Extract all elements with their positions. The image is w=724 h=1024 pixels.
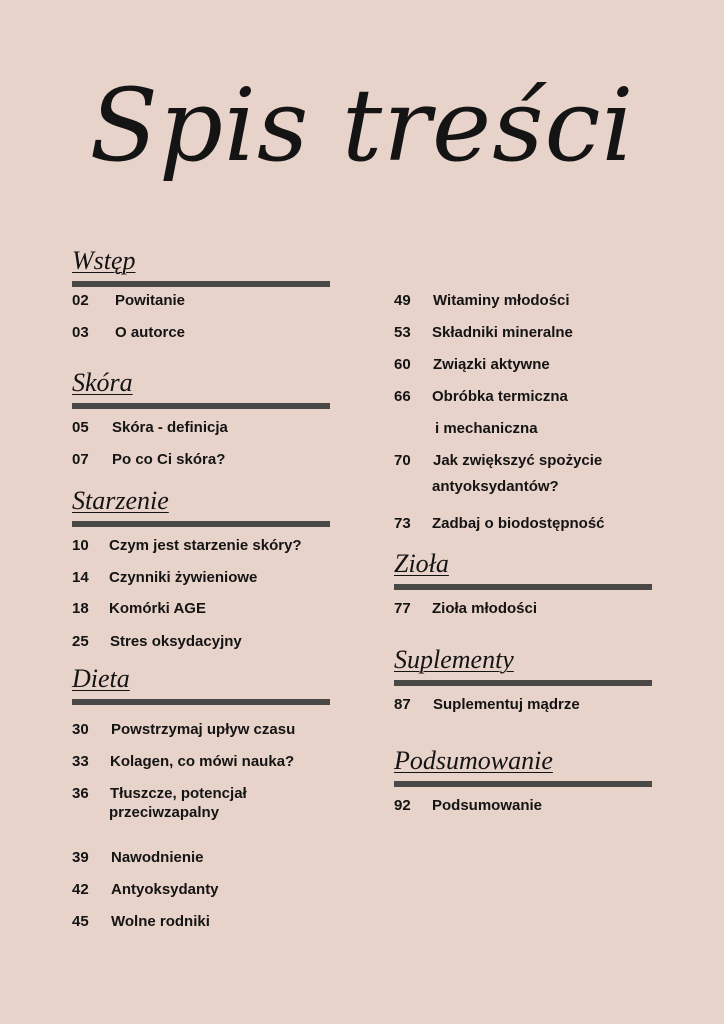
toc-page-number: 33 <box>72 753 89 770</box>
section-divider <box>394 781 652 787</box>
toc-entry-label: O autorce <box>115 324 186 341</box>
toc-page-number: 39 <box>72 849 89 866</box>
toc-page-number: 77 <box>394 600 411 617</box>
toc-entry-label: Jak zwiększyć spożycie <box>433 452 603 469</box>
toc-entry-label: Witaminy młodości <box>433 292 570 309</box>
section-heading-starzenie: Starzenie <box>72 486 169 515</box>
toc-entry-label-continued: antyoksydantów? <box>432 478 559 495</box>
section-divider <box>72 699 330 705</box>
toc-page-number: 03 <box>72 324 89 341</box>
toc-page-number: 92 <box>394 797 411 814</box>
toc-entry-label: Czym jest starzenie skóry? <box>109 537 302 554</box>
toc-entry-label: Nawodnienie <box>111 849 204 866</box>
toc-entry-label: Zadbaj o biodostępność <box>432 515 605 532</box>
toc-page-number: 36 <box>72 785 89 802</box>
toc-entry-label: Powstrzymaj upływ czasu <box>111 721 296 738</box>
toc-page-number: 49 <box>394 292 411 309</box>
toc-page-number: 66 <box>394 388 411 405</box>
toc-entry-label: Powitanie <box>115 292 186 309</box>
section-divider <box>72 521 330 527</box>
toc-entry-label: Kolagen, co mówi nauka? <box>110 753 295 770</box>
toc-page-number: 53 <box>394 324 411 341</box>
toc-entry-label: Komórki AGE <box>109 600 206 617</box>
toc-entry-label: Stres oksydacyjny <box>110 633 242 650</box>
toc-page-number: 45 <box>72 913 89 930</box>
toc-entry-label: Zioła młodości <box>432 600 538 617</box>
toc-entry-label: Po co Ci skóra? <box>112 451 226 468</box>
section-divider <box>394 680 652 686</box>
section-divider <box>72 403 330 409</box>
toc-page-number: 14 <box>72 569 89 586</box>
toc-entry-label: Antyoksydanty <box>111 881 219 898</box>
toc-entry-label: Związki aktywne <box>433 356 550 373</box>
toc-entry-label: Skóra - definicja <box>112 419 228 436</box>
toc-page-number: 42 <box>72 881 89 898</box>
section-heading-ziola: Zioła <box>394 549 449 578</box>
section-heading-dieta: Dieta <box>72 664 130 693</box>
toc-page-number: 02 <box>72 292 89 309</box>
section-heading-skora: Skóra <box>72 368 133 397</box>
toc-entry-label: Suplementuj mądrze <box>433 696 580 713</box>
section-heading-suplementy: Suplementy <box>394 645 514 674</box>
toc-page-number: 87 <box>394 696 411 713</box>
toc-page-number: 07 <box>72 451 89 468</box>
toc-entry-label: Czynniki żywieniowe <box>109 569 258 586</box>
toc-page-number: 73 <box>394 515 411 532</box>
toc-entry-label: Wolne rodniki <box>111 913 210 930</box>
toc-entry-label-continued: przeciwzapalny <box>109 804 220 821</box>
toc-entry-label: Obróbka termiczna <box>432 388 568 405</box>
toc-page-number: 25 <box>72 633 89 650</box>
toc-page-number: 10 <box>72 537 89 554</box>
section-divider <box>72 281 330 287</box>
page-title: Spis treści <box>89 67 635 184</box>
toc-page-number: 60 <box>394 356 411 373</box>
toc-page-number: 30 <box>72 721 89 738</box>
toc-entry-label: Podsumowanie <box>432 797 543 814</box>
section-divider <box>394 584 652 590</box>
toc-entry-label-continued: i mechaniczna <box>435 420 538 437</box>
toc-page-number: 18 <box>72 600 89 617</box>
toc-page-number: 05 <box>72 419 89 436</box>
toc-entry-label: Tłuszcze, potencjał <box>110 785 247 802</box>
section-heading-wstep: Wstęp <box>72 246 136 275</box>
toc-entry-label: Składniki mineralne <box>432 324 573 341</box>
toc-page-number: 70 <box>394 452 411 469</box>
section-heading-podsumowanie: Podsumowanie <box>394 746 553 775</box>
